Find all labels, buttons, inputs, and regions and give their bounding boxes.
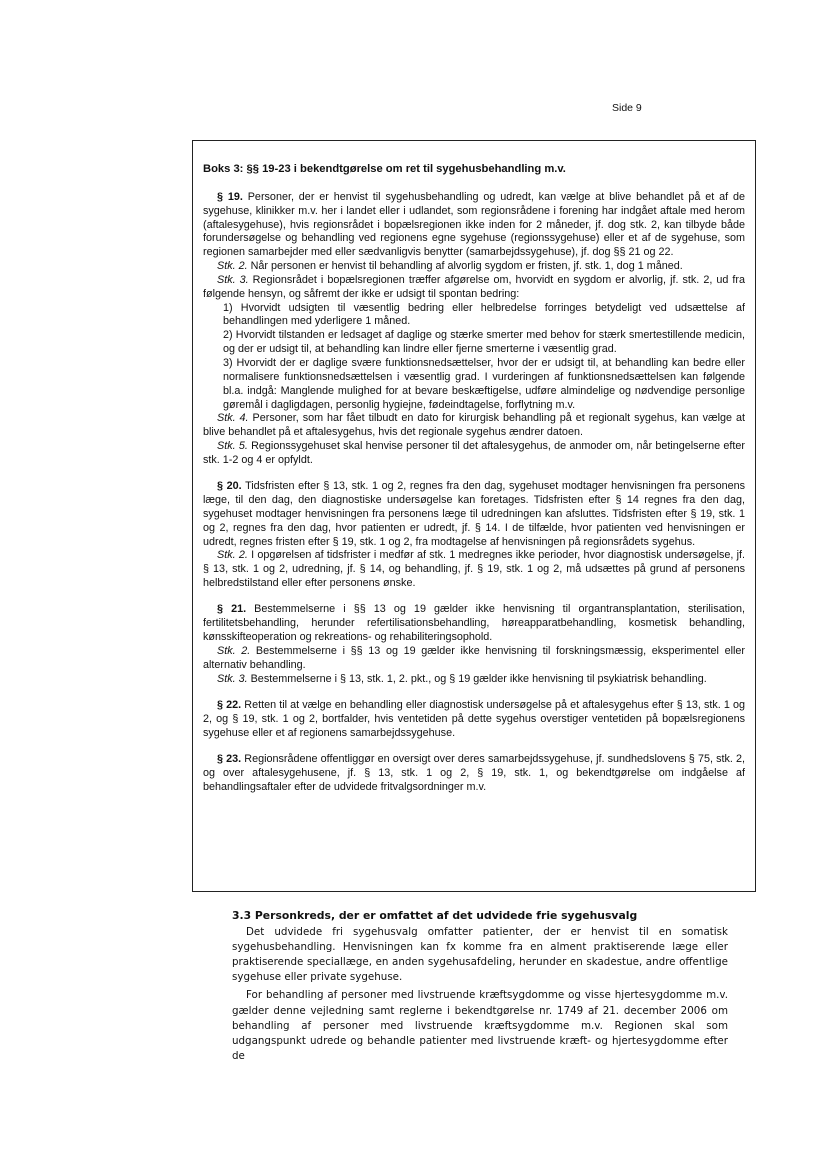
criteria-list	[223, 302, 745, 413]
paragraph-text: Personer, der er henvist til sygehusbehandling og udredt, kan vælge at blive behandlet på et af de sygehuse, klinikker m.v. her i landet eller i udlandet, som regionsrådene i forening har indgået aftale med herom (aftalesygehuse), hvis regionsrådet i bopælsregionen ikke inden for 2 måneder, jf. dog stk. 2, kan tilbyde både forundersøgelse og behandling ved regionens egne sygehuse (regionssygehuse) eller et af de sygehuse, som regionen samarbejder med eller sædvanligvis benytter (samarbejdssygehuse), jf. dog §§ 21 og 22.	[203, 190, 746, 259]
stk-label: Stk. 4.	[217, 412, 249, 425]
stk-text: Bestemmelserne i § 13, stk. 1, 2. pkt., og § 19 gælder ikke henvisning til psykiatrisk behandling.	[250, 672, 707, 685]
box-title: Boks 3: §§ 19-23 i bekendtgørelse om ret til sygehusbehandling m.v.	[203, 163, 566, 175]
paragraph-number: § 21.	[217, 603, 247, 616]
body-paragraph: For behandling af personer med livstruende kræftsygdomme og visse hjertesygdomme m.v. gælder denne vejledning samt reglerne i bekendtgørelse nr. 1749 af 21. december 2006 om behandling af personer med livstruende kræftsygdomme m.v. Regionen skal som udgangspunkt udrede og behandle patienter med livstruende kræft- og hjertesygdomme efter de	[232, 989, 728, 1062]
page-number: Side 9	[612, 102, 642, 114]
paragraph-text: Bestemmelserne i §§ 13 og 19 gælder ikke henvisning til organtransplantation, sterilisation, fertilitetsbehandling, herunder refertilisationsbehandling, høreapparatbehandling, kosmetisk behandling, kønsskifteoperation og rekreations- og rehabiliteringsophold.	[203, 603, 746, 644]
stk-label: Stk. 2.	[217, 549, 248, 562]
stk-label: Stk. 2.	[217, 260, 248, 273]
stk-label: Stk. 5.	[217, 440, 248, 453]
section-21	[203, 603, 745, 686]
stk-text: Personer, som har fået tilbudt en dato for kirurgisk behandling på et regionalt sygehus, kan vælge at blive behandlet på et aftalesygehus, hvis det regionale sygehus ændrer datoen.	[203, 412, 745, 439]
paragraph-text: Regionsrådene offentliggør en oversigt over deres samarbejdssygehuse, jf. sundhedslovens § 75, stk. 2, og over aftalesygehusene, jf. § 13, stk. 1 og 2, § 19, stk. 1, og bekendtgørelse om indgåelse af behandlingsaftaler efter de udvidede fritvalgsordninger m.v.	[203, 753, 746, 793]
stk-text: Regionssygehuset skal henvise personer til det aftalesygehus, de anmoder om, når betingelserne efter stk. 1-2 og 4 er opfyldt.	[203, 440, 746, 466]
stk-text: Når personen er henvist til behandling af alvorlig sygdom er fristen, jf. stk. 1, dog 1 måned.	[250, 260, 683, 273]
stk-label: Stk. 2.	[217, 645, 251, 657]
section-22	[203, 699, 745, 741]
section-20	[203, 480, 745, 591]
stk-text: I opgørelsen af tidsfrister i medfør af stk. 1 medregnes ikke perioder, hvor diagnostisk undersøgelse, jf. § 13, stk. 1 og 2, udredning, jf. § 14, og behandling, jf. § 19, stk. 1 og 2, må udsættes på grund af personens helbredstilstand eller efter personens ønske.	[203, 549, 746, 590]
article-section	[232, 908, 728, 1067]
stk-label: Stk. 3.	[217, 273, 249, 286]
list-item: 3) Hvorvidt der er daglige svære funktionsnedsættelser, hvor der er udsigt til, at behandling kan bedre eller normalisere funktionsnedsættelsen i væsentlig grad. I vurderingen af funktionsnedsættelsen kan følgende bl.a. indgå: Manglende mulighed for at bevare beskæftigelse, udføre almindelige og nødvendige personlige gøremål i dagligdagen, personlig hygiejne, fødeindtagelse, forflytning m.v.	[223, 356, 745, 411]
legal-text-box	[192, 140, 756, 892]
list-item: 2) Hvorvidt tilstanden er ledsaget af daglige og stærke smerter med behov for stærk smertestillende medicin, og der er udsigt til, at behandling kan lindre eller fjerne smerterne i væsentlig grad.	[223, 329, 745, 356]
paragraph-number: § 19.	[217, 190, 243, 203]
stk-text: Bestemmelserne i §§ 13 og 19 gælder ikke henvisning til forskningsmæssig, eksperimentel eller alternativ behandling.	[203, 645, 746, 671]
stk-label: Stk. 3.	[217, 672, 248, 685]
body-paragraph: Det udvidede fri sygehusvalg omfatter patienter, der er henvist til en somatisk sygehusbehandling. Henvisningen kan fx komme fra en alment praktiserende læge eller praktiserende speciallæge, en anden sygehusafdeling, herunder en skadestue, andre offentlige sygehuse eller private sygehuse.	[232, 926, 728, 984]
section-heading: 3.3 Personkreds, der er omfattet af det udvidede frie sygehusvalg	[232, 909, 638, 922]
section-19	[203, 191, 745, 468]
paragraph-number: § 20.	[217, 480, 242, 493]
stk-text: Regionsrådet i bopælsregionen træffer afgørelse om, hvorvidt en sygdom er alvorlig, jf. stk. 2, ud fra følgende hensyn, og såfremt der ikke er udsigt til spontan bedring:	[203, 273, 746, 300]
list-item: 1) Hvorvidt udsigten til væsentlig bedring eller helbredelse forringes betydeligt ved udsættelse af behandlingen med yderligere 1 måned.	[223, 301, 745, 328]
paragraph-text: Tidsfristen efter § 13, stk. 1 og 2, regnes fra den dag, sygehuset modtager henvisningen fra personens læge, til den dag, den diagnostiske undersøgelse kan foretages. Tidsfristen efter § 14 regnes fra den dag, sygehuset modtager henvisningen fra personens læge til udredningen kan afsluttes. Tidsfristen efter § 19, stk. 1 og 2, regnes fra den dag, hvor patienten er udredt, jf. § 14. I de tilfælde, hvor patienten ved henvisningen er udredt, regnes fristen efter § 19, stk. 1 og 2, fra modtagelse af henvisningen på regionsrådets sygehus.	[203, 480, 746, 548]
paragraph-number: § 23.	[217, 753, 242, 766]
paragraph-number: § 22.	[217, 699, 242, 712]
section-23	[203, 753, 745, 795]
paragraph-text: Retten til at vælge en behandling eller diagnostisk undersøgelse på et aftalesygehus efter § 13, stk. 1 og 2, og § 19, stk. 1 og 2, bortfalder, hvis ventetiden på dette sygehus overstiger ventetiden på bopælsregionens sygehuse eller et af regionens samarbejdssygehuse.	[203, 699, 746, 739]
